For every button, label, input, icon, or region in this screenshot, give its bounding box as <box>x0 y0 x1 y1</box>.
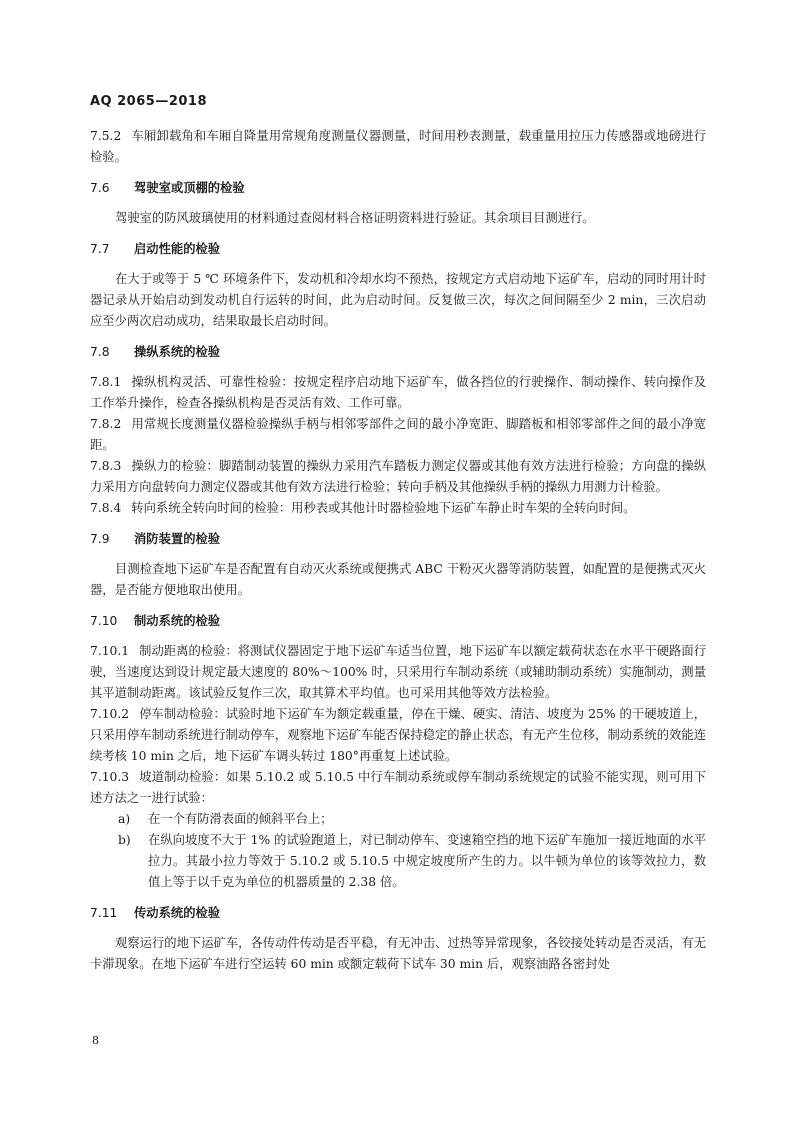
clause-number: 7.8.2 <box>90 417 122 431</box>
section-title: 消防装置的检验 <box>134 532 221 546</box>
section-title: 驾驶室或顶棚的检验 <box>134 181 245 195</box>
clause-text: 停车制动检验：试验时地下运矿车为额定载重量，停在干燥、硬实、清洁、坡度为 25% 的干硬坡道上，只采用停车制动系统进行制动停车，观察地下运矿车能否保持稳定的静止状态，有无产生位移，制动系统的效能连续考核 10 min 之后，地下运矿车调头转过 180°再重复上述试验。 <box>90 707 706 763</box>
list-item <box>90 809 706 830</box>
clause-7-5-2 <box>90 126 706 168</box>
section-heading-7-9 <box>90 529 706 550</box>
section-number: 7.7 <box>90 242 110 256</box>
section-title: 传动系统的检验 <box>134 906 221 920</box>
clause-7-8-3 <box>90 456 706 498</box>
clause-number: 7.10.2 <box>90 707 130 721</box>
clause-7-10-1 <box>90 641 706 704</box>
section-title: 制动系统的检验 <box>134 614 221 628</box>
clause-text: 车厢卸载角和车厢自降量用常规角度测量仪器测量，时间用秒表测量，载重量用拉压力传感器或地磅进行检验。 <box>90 129 706 164</box>
clause-text: 用常规长度测量仪器检验操纵手柄与相邻零部件之间的最小净宽距、脚踏板和相邻零部件之间的最小净宽距。 <box>90 417 706 452</box>
standard-code: AQ 2065—2018 <box>90 94 208 109</box>
list-text: 在纵向坡度不大于 1% 的试验跑道上，对已制动停车、变速箱空挡的地下运矿车施加一接近地面的水平拉力。其最小拉力等效于 5.10.2 或 5.10.5 中规定坡度所产生的力。以牛顿为单位的该等效拉力，数值上等于以千克为单位的机器质量的 2.38 倍。 <box>148 833 706 889</box>
section-heading-7-7 <box>90 239 706 260</box>
section-heading-7-8 <box>90 342 706 363</box>
paragraph-7-11: 观察运行的地下运矿车，各传动件传动是否平稳，有无冲击、过热等异常现象，各铰接处转动是否灵活，有无卡滞现象。在地下运矿车进行空运转 60 min 或额定载荷下试车 30 min 后，观察油路各密封处 <box>90 936 706 971</box>
clause-7-10-3 <box>90 767 706 809</box>
section-number: 7.6 <box>90 181 110 195</box>
section-number: 7.10 <box>90 614 118 628</box>
page-content <box>90 126 706 983</box>
clause-text: 坡道制动检验：如果 5.10.2 或 5.10.5 中行车制动系统或停车制动系统规定的试验不能实现，则可用下述方法之一进行试验： <box>90 770 706 805</box>
clause-7-8-2 <box>90 414 706 456</box>
clause-7-8-4 <box>90 498 706 519</box>
list-text: 在一个有防滑表面的倾斜平台上； <box>148 812 333 826</box>
section-heading-7-11 <box>90 903 706 924</box>
clause-text: 操纵机构灵活、可靠性检验：按规定程序启动地下运矿车，做各挡位的行驶操作、制动操作、转向操作及工作举升操作，检查各操纵机构是否灵活有效、工作可靠。 <box>90 375 706 410</box>
clause-number: 7.10.1 <box>90 644 130 658</box>
section-title: 操纵系统的检验 <box>134 345 221 359</box>
clause-7-8-1 <box>90 372 706 414</box>
list-label: a) <box>118 812 131 826</box>
clause-text: 转向系统全转向时间的检验：用秒表或其他计时器检验地下运矿车静止时车架的全转向时间。 <box>131 501 636 515</box>
paragraph-7-7: 在大于或等于 5 ℃ 环境条件下，发动机和冷却水均不预热，按规定方式启动地下运矿车，启动的同时用计时器记录从开始启动到发动机自行运转的时间，此为启动时间。反复做三次，每次之间间隔至少 2 min，三次启动应至少两次启动成功，结果取最长启动时间。 <box>90 272 706 328</box>
clause-number: 7.5.2 <box>90 129 122 143</box>
clause-text: 制动距离的检验：将测试仪器固定于地下运矿车适当位置，地下运矿车以额定载荷状态在水平干硬路面行驶，当速度达到设计规定最大速度的 80%～100% 时，只采用行车制动系统（或辅助制动系统）实施制动，测量其平道制动距离。该试验反复作三次，取其算术平均值。也可采用其他等效方法检验。 <box>90 644 706 700</box>
method-list <box>90 809 706 893</box>
clause-number: 7.8.3 <box>90 459 122 473</box>
section-number: 7.11 <box>90 906 118 920</box>
clause-number: 7.8.4 <box>90 501 122 515</box>
paragraph-7-6: 驾驶室的防风玻璃使用的材料通过查阅材料合格证明资料进行验证。其余项目目测进行。 <box>115 211 595 225</box>
list-label: b) <box>118 833 131 847</box>
list-item <box>90 830 706 893</box>
page-number: 8 <box>92 1034 99 1047</box>
clause-number: 7.8.1 <box>90 375 122 389</box>
section-heading-7-10 <box>90 611 706 632</box>
section-number: 7.8 <box>90 345 110 359</box>
clause-number: 7.10.3 <box>90 770 130 784</box>
paragraph-7-9: 目测检查地下运矿车是否配置有自动灭火系统或便携式 ABC 干粉灭火器等消防装置，如配置的是便携式灭火器，是否能方便地取出使用。 <box>90 562 706 597</box>
section-title: 启动性能的检验 <box>134 242 221 256</box>
clause-text: 操纵力的检验：脚踏制动装置的操纵力采用汽车踏板力测定仪器或其他有效方法进行检验；方向盘的操纵力采用方向盘转向力测定仪器或其他有效方法进行检验；转向手柄及其他操纵手柄的操纵力用测力计检验。 <box>90 459 706 494</box>
clause-7-10-2 <box>90 704 706 767</box>
section-number: 7.9 <box>90 532 110 546</box>
section-heading-7-6 <box>90 178 706 199</box>
